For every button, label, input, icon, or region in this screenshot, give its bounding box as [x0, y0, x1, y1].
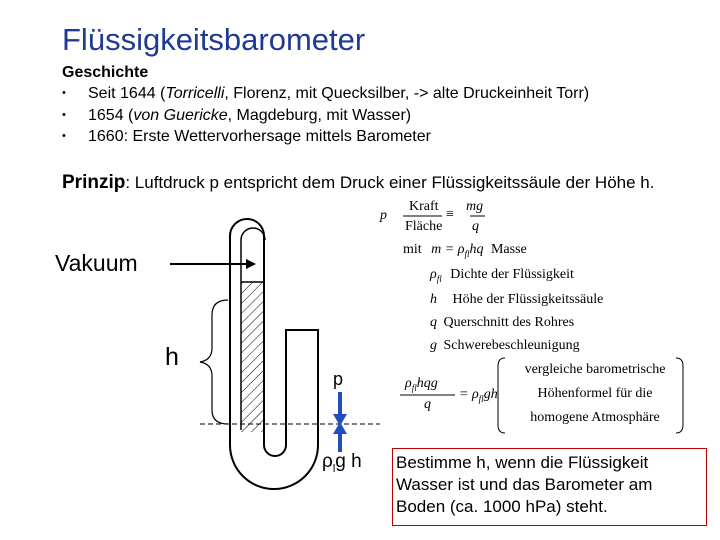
- result-num-rest: hqg: [416, 376, 438, 391]
- column-pressure-rest: g h: [335, 451, 362, 472]
- history-item-emph: Torricelli: [165, 85, 225, 102]
- formula-q: q: [472, 219, 479, 234]
- bullet-icon: •: [62, 87, 66, 99]
- formula-masse: Masse: [490, 242, 527, 257]
- result-sub: fl: [478, 393, 484, 404]
- formula-mass-line: [403, 242, 527, 259]
- note-line-2: Höhenformel für die: [537, 386, 653, 401]
- result-denominator: q: [424, 397, 431, 412]
- result-right: [459, 387, 498, 404]
- principle-text: : Luftdruck p entspricht dem Druck einer Flüssigkeitssäule der Höhe h.: [125, 173, 655, 192]
- legend-q: [430, 315, 574, 331]
- legend-g-symbol: g: [430, 338, 437, 353]
- history-item-emph: von Guericke: [133, 107, 228, 124]
- history-item-text: Seit 1644 (: [88, 85, 166, 102]
- legend-q-desc: Querschnitt des Rohres: [443, 315, 575, 330]
- history-item-text: 1660: Erste Wettervorhersage mittels Barometer: [88, 128, 431, 145]
- column-pressure-label: [322, 451, 362, 475]
- legend-h: [430, 292, 603, 308]
- history-item-text: 1654 (: [88, 107, 134, 124]
- formula-kraft: Kraft: [409, 199, 439, 214]
- history-item-text: , Florenz, mit Quecksilber, -> alte Druckeinheit Torr): [224, 85, 590, 102]
- result-numerator: [405, 376, 438, 393]
- formula-equiv: ≡: [446, 207, 454, 222]
- slide-title: Flüssigkeitsbarometer: [62, 22, 366, 57]
- note-line-1: vergleiche barometrische: [524, 362, 666, 377]
- vacuum-label: Vakuum: [55, 250, 138, 276]
- formula-p: p: [380, 208, 387, 223]
- rho-subscript: l: [332, 462, 336, 475]
- legend-q-symbol: q: [430, 315, 437, 330]
- height-brace: [200, 300, 228, 424]
- formula-flaeche: Fläche: [405, 219, 443, 234]
- result-eq: = ρ: [459, 387, 479, 402]
- legend-rho-symbol: ρ: [430, 267, 437, 282]
- note-bracket-left: [498, 358, 505, 433]
- legend-rho: [430, 267, 574, 284]
- formula-mass-rest: hq: [469, 242, 484, 257]
- bullet-icon: •: [62, 130, 66, 142]
- result-rho-sub: fl: [411, 382, 417, 393]
- liquid-column: [241, 282, 265, 432]
- note-bracket-right: [676, 358, 683, 433]
- legend-g: [430, 338, 580, 354]
- legend-g-desc: Schwerebeschleunigung: [443, 338, 580, 353]
- principle-lead: Prinzip: [62, 172, 126, 193]
- note-line-3: homogene Atmosphäre: [530, 410, 660, 425]
- formula-mass-eq: m = ρ: [431, 242, 465, 257]
- formula-mit: mit: [403, 242, 422, 257]
- rho-symbol: ρ: [322, 451, 333, 472]
- history-heading: Geschichte: [62, 64, 149, 81]
- legend-h-desc: Höhe der Flüssigkeitssäule: [452, 292, 604, 307]
- legend-rho-sub: fl: [436, 273, 442, 284]
- legend-h-symbol: h: [430, 292, 437, 307]
- height-label: h: [165, 343, 179, 371]
- formula-mg: mg: [466, 199, 484, 214]
- result-rest: gh: [483, 387, 498, 402]
- bullet-icon: •: [62, 109, 66, 121]
- formula-mass-sub: fl: [464, 248, 470, 259]
- result-rho: ρ: [405, 376, 412, 391]
- legend-rho-desc: Dichte der Flüssigkeit: [450, 267, 574, 282]
- pressure-label: p: [333, 369, 344, 389]
- history-item-text: , Magdeburg, mit Wasser): [227, 107, 412, 124]
- task-text: Bestimme h, wenn die Flüssigkeit Wasser ist und das Barometer am Boden (ca. 1000 hPa) steht.: [396, 453, 653, 516]
- vacuum-arrow-head: [246, 259, 256, 269]
